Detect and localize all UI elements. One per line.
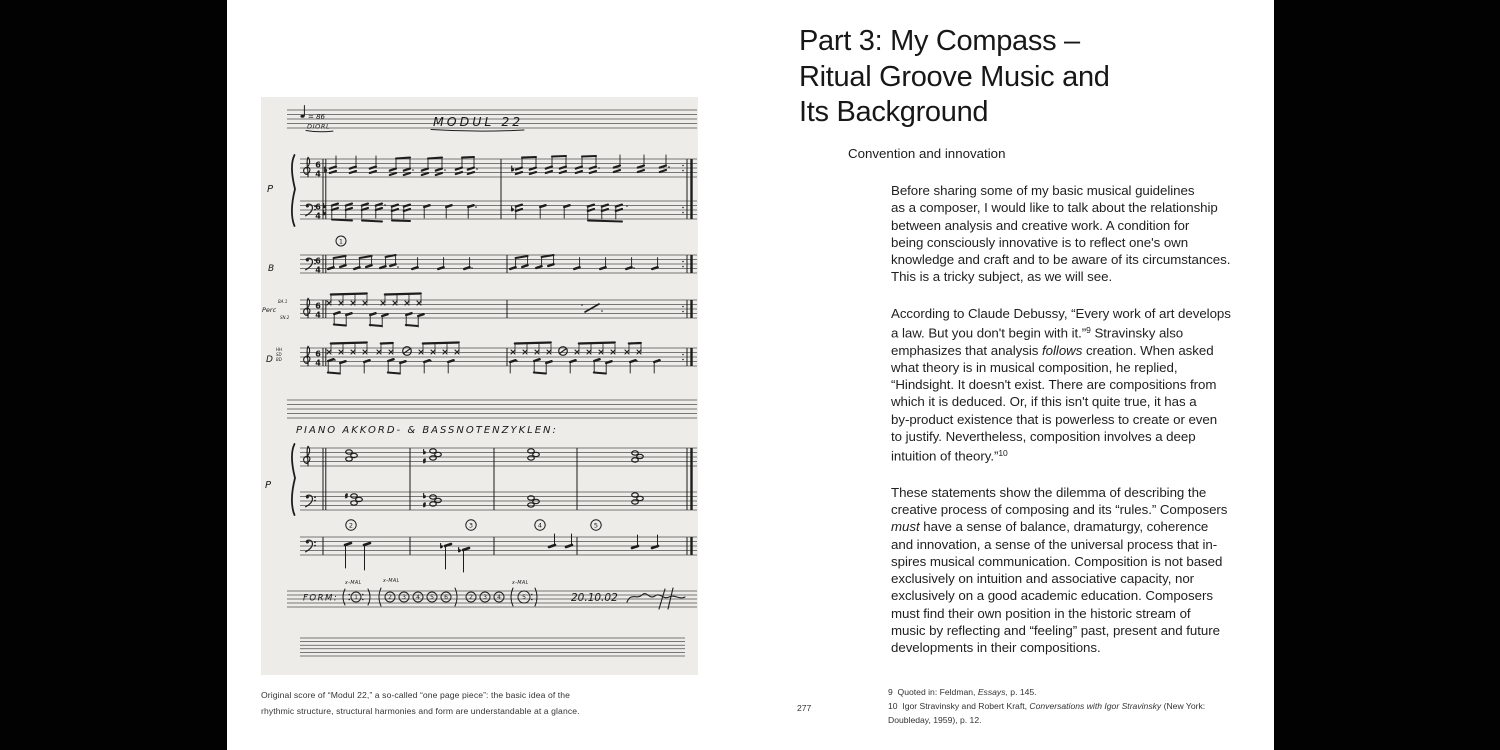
page-number: 277 [797,703,812,713]
text-line: creative process of composing and its “rules.” Composers [891,502,1228,517]
percussion-system [262,294,692,328]
tempo-value: = 86 [308,113,325,121]
staff-label-piano2: P [265,480,272,491]
score-figure [261,97,698,675]
score-image [261,97,698,675]
right-black-bar [1274,0,1500,750]
svg-text:♭: ♭ [323,203,326,210]
text-line: between analysis and creative work. A condition for [891,217,1190,233]
form-line [303,578,685,609]
text-line: being consciously innovative is to reflect one's own [891,234,1189,250]
bass-cycle-staff [306,534,692,572]
footnotes [888,686,1205,727]
svg-text:2: 2 [469,594,473,602]
text-line: 10 Igor Stravinsky and Robert Kraft, Conversations with Igor Stravinsky (New York: [888,700,1206,711]
paragraph [891,305,1231,465]
svg-text:3: 3 [483,594,487,602]
svg-text:2: 2 [388,594,392,602]
svg-text:♯: ♯ [423,502,426,509]
svg-text:4: 4 [315,211,321,221]
staff-lines [287,110,697,656]
svg-text:4: 4 [315,169,321,179]
svg-text:♯: ♯ [345,493,348,500]
score-annotation: PIANO AKKORD- & BASSNOTENZYKLEN: [296,425,558,436]
svg-text:6: 6 [315,202,321,212]
text-line: to justify. Nevertheless, composition involves a deep [891,428,1196,444]
svg-text:6: 6 [315,349,321,359]
figure-caption [261,688,580,719]
brace [292,155,295,226]
svg-text:♭: ♭ [323,210,326,217]
svg-text:x-MAL: x-MAL [512,581,529,586]
svg-text:6: 6 [315,301,321,311]
text-line: developments in their compositions. [891,640,1101,655]
brace [292,444,295,515]
svg-text:4: 4 [315,310,321,320]
svg-text:6: 6 [315,256,321,266]
paragraph [891,182,1231,286]
text-line: which it is deduced. Or, if this isn't quite true, it has a [891,394,1197,410]
svg-text:6: 6 [315,160,321,170]
svg-text:♭: ♭ [423,449,426,456]
svg-text:BD: BD [276,357,282,362]
staff-label-perc: Perc [262,306,277,314]
svg-text:x-MAL: x-MAL [345,581,362,586]
text-line: exclusively on a good academic education. Composers [891,588,1213,604]
repeat-measure-symbol [585,304,599,312]
svg-text:x-MAL: x-MAL [383,579,400,584]
svg-text:SN.2: SN.2 [280,315,290,320]
text-line: According to Claude Debussy, “Every work of art develops [891,305,1231,321]
svg-text:6: 6 [444,594,448,602]
text-line: This is a tricky subject, as we will see. [891,269,1113,285]
svg-text:♭: ♭ [511,165,515,173]
text-line: a law. But you don't begin with it.”$^9$ Stravinsky also [891,324,1184,341]
cycle-number: 1 [338,237,344,246]
body-text [891,182,1231,675]
svg-text:♭: ♭ [511,206,514,213]
text-line: as a composer, I would like to talk about the relationship [891,200,1218,216]
text-line: Original score of “Modul 22,” a so-called “one page piece”: the basic idea of the [261,690,571,700]
text-line: 9 Quoted in: Feldman, Essays, p. 145. [888,687,1037,697]
svg-text:BA.1: BA.1 [278,299,288,304]
svg-text:HH: HH [276,347,283,352]
svg-text:♯: ♯ [423,458,426,465]
text-line: “Hindsight. It doesn't exist. There are compositions from [891,377,1217,392]
svg-text:3: 3 [468,521,474,530]
svg-text:1: 1 [354,594,358,602]
drums-system [266,343,692,375]
text-line: Before sharing some of my basic musical guidelines [891,183,1195,198]
text-line: intuition of theory.”$^{10}$ [891,448,1008,464]
text-line: emphasizes that analysis follows creation. When asked [891,342,1214,358]
text-line: and innovation, a sense of the universal process that in- [891,536,1218,552]
text-line: what theory is in musical composition, he replied, [891,359,1178,375]
svg-text:4: 4 [416,594,420,602]
svg-text:♭: ♭ [440,543,443,550]
svg-text:5: 5 [522,594,526,602]
cycle-markers [346,520,601,530]
score-date: 20.10.02 [571,592,618,604]
piano-system-1 [267,155,692,246]
svg-text:♭: ♭ [423,493,426,500]
text-line: music by reflecting and “feeling” past, present and future [891,622,1220,638]
text-line: knowledge and craft and to be aware of its circumstances. [891,252,1231,267]
svg-text:4: 4 [537,521,543,530]
text-line: rhythmic structure, structural harmonies and form are understandable at a glance. [261,705,580,716]
staff-label-piano: P [267,184,274,195]
svg-text:4: 4 [497,594,501,602]
text-line: These statements show the dilemma of describing the [891,484,1207,500]
text-line: Ritual Groove Music and [799,60,1110,93]
text-line: exclusively on intuition and associative capacity, nor [891,571,1195,586]
score-title: MODUL 22 [433,114,524,129]
form-label: FORM: [303,593,339,604]
paragraph [891,484,1231,657]
svg-text:4: 4 [315,358,321,368]
svg-text:4: 4 [315,265,321,275]
tempo-word: DIORL [307,122,331,131]
staff-label-bass: B [268,264,275,274]
text-line: spires musical communication. Composition is not based [891,553,1223,569]
text-line: Doubleday, 1959), p. 12. [888,714,982,725]
bass-system [268,255,692,275]
chapter-title [799,24,1110,131]
title-underline [431,130,524,132]
svg-text:♭: ♭ [458,547,461,554]
text-line: must find their own position in the historic stream of [891,605,1191,621]
text-line: must have a sense of balance, dramaturgy, coherence [891,519,1209,535]
text-line: Its Background [799,96,989,128]
staff-label-drums: D [266,355,273,365]
text-line: Part 3: My Compass – [799,25,1080,57]
section-subheading: Convention and innovation [848,146,1006,161]
svg-text:5: 5 [430,594,434,602]
svg-text:5: 5 [593,521,599,530]
svg-text:SD: SD [276,352,282,357]
svg-text:2: 2 [348,521,354,530]
svg-text:♭: ♭ [324,166,328,174]
left-black-bar [0,0,227,750]
svg-text:3: 3 [402,594,406,602]
text-line: by-product existence that is powerless to create or even [891,411,1218,427]
